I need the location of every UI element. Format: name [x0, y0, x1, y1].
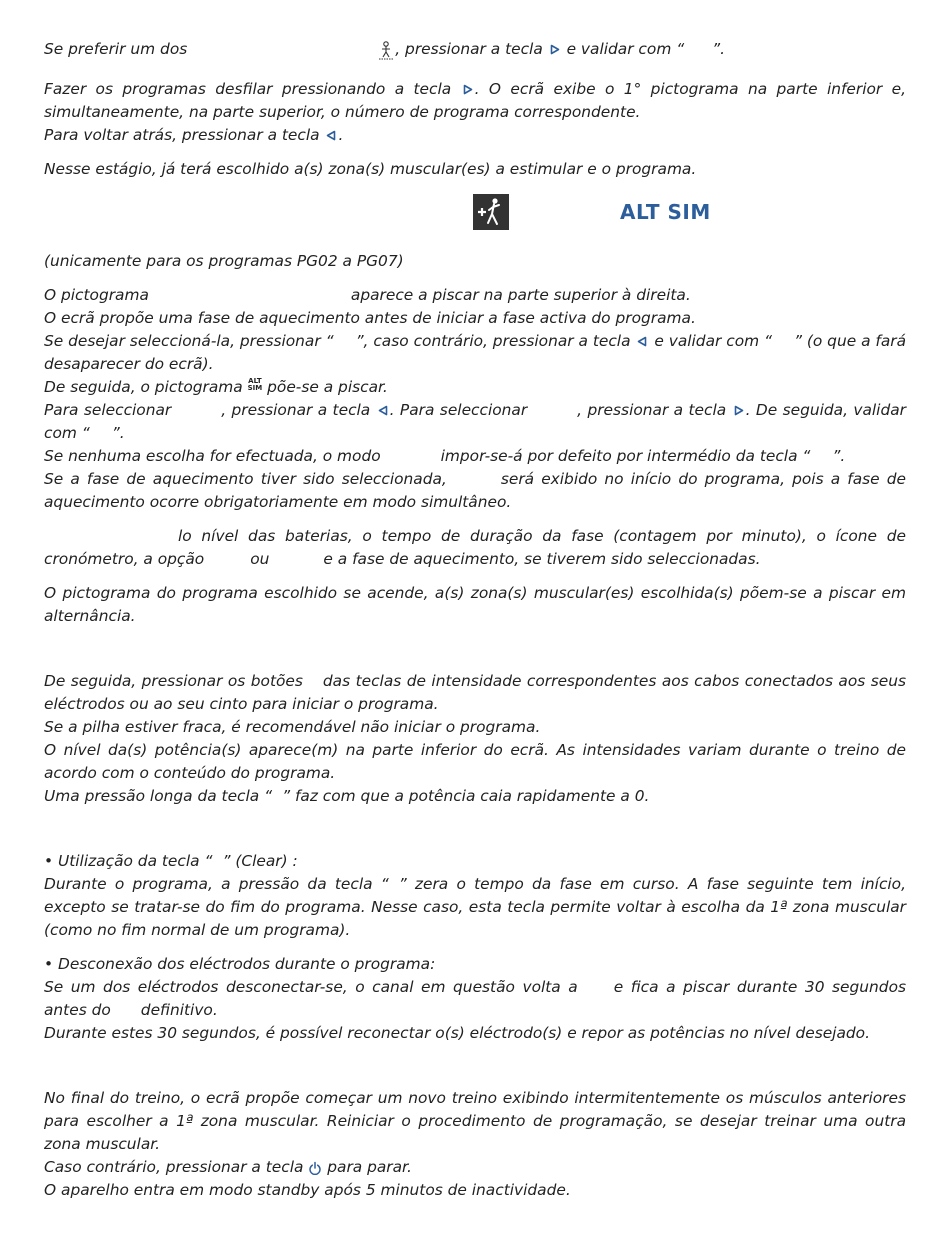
- paragraph-select-warmup: [44, 330, 906, 376]
- text: . De seguida, validar com “: [44, 401, 906, 442]
- warmup-plus-figure-icon: [473, 194, 509, 230]
- paragraph-program-range: (unicamente para os programas PG02 a PG07): [44, 252, 404, 270]
- warmup-pictogram-row: [44, 192, 906, 250]
- text: ou: [250, 550, 270, 568]
- spacer: [44, 808, 906, 850]
- paragraph-go-back: [44, 124, 906, 147]
- paragraph-warmup-simultaneous: [44, 468, 906, 514]
- paragraph-low-battery: Se a pilha estiver fraca, é recomendável não iniciar o programa.: [44, 718, 541, 736]
- right-triangle-icon: [732, 405, 746, 416]
- text: Se nenhuma escolha for efectuada, o modo: [44, 447, 381, 465]
- text: e fica a piscar durante 30 segundos antes do: [44, 978, 907, 1019]
- paragraph-long-press: [44, 785, 906, 808]
- left-triangle-icon: [635, 336, 649, 347]
- text: ”.: [111, 424, 125, 442]
- text: Durante o programa, a pressão da tecla “: [44, 875, 389, 893]
- paragraph-alt-sim-blinks: [44, 376, 906, 399]
- text: definitivo.: [140, 1001, 218, 1019]
- text: Para seleccionar: [44, 401, 172, 419]
- left-triangle-icon: [324, 130, 338, 141]
- paragraph-clear-key-title: [44, 850, 906, 873]
- paragraph-display-info: [44, 525, 906, 571]
- text: e a fase de aquecimento, se tiverem sido seleccionadas.: [323, 550, 761, 568]
- text: ” faz com que a potência caia rapidamente a 0.: [282, 787, 650, 805]
- power-icon[interactable]: [308, 1161, 322, 1175]
- text: O pictograma: [44, 286, 149, 304]
- spacer: [44, 1045, 906, 1087]
- text: ” zera o tempo da fase em curso. A fase seguinte tem início, excepto se tratar-se do fim do programa. Nesse caso, esta tecla permite voltar à escolha da 1ª zona muscular (como no fim normal de um programa).: [44, 875, 906, 939]
- paragraph-start-program: [44, 670, 906, 716]
- text: Se a fase de aquecimento tiver sido seleccionada,: [44, 470, 447, 488]
- text: lo nível das baterias, o tempo de duração da fase (contagem por minuto), o ícone de cronómetro, a opção: [44, 527, 906, 568]
- text: Fazer os programas desfilar pressionando a tecla: [44, 80, 452, 98]
- paragraph-disconnect-body: [44, 976, 906, 1022]
- paragraph-pictogram-blinks: [44, 284, 906, 307]
- paragraph-scroll-programs: [44, 78, 906, 124]
- paragraph-standby: O aparelho entra em modo standby após 5 minutos de inactividade.: [44, 1181, 571, 1199]
- paragraph-select-mode: [44, 399, 906, 445]
- text: Se um dos eléctrodos desconectar-se, o canal em questão volta a: [44, 978, 578, 996]
- paragraph-pictogram-lights: O pictograma do programa escolhido se acende, a(s) zona(s) muscular(es) escolhida(s) põem-se a piscar em alternância.: [44, 584, 906, 625]
- text: Uma pressão longa da tecla “: [44, 787, 273, 805]
- text: ”.: [712, 40, 726, 58]
- text: Se desejar seleccioná-la, pressionar “: [44, 332, 334, 350]
- paragraph-choose-program: [44, 38, 906, 67]
- alt-sim-label: ALT SIM: [620, 200, 711, 224]
- paragraph-disconnect-title: • Desconexão dos eléctrodos durante o programa:: [44, 955, 436, 973]
- text: ” (o que a fará desaparecer do ecrã).: [44, 332, 907, 373]
- paragraph-clear-key-body: [44, 873, 906, 942]
- text: para parar.: [327, 1158, 412, 1176]
- text: Para voltar atrás, pressionar a tecla: [44, 126, 320, 144]
- text: Caso contrário, pressionar a tecla: [44, 1158, 304, 1176]
- paragraph-end-of-training: No final do treino, o ecrã propõe começar um novo treino exibindo intermitentemente os músculos anteriores para escolher a 1ª zona muscular. Reiniciar o procedimento de programação, se desejar treinar uma outra zona muscular.: [44, 1089, 906, 1153]
- text: De seguida, o pictograma: [44, 378, 243, 396]
- right-triangle-icon: [461, 84, 475, 95]
- text: e validar com “: [654, 332, 772, 350]
- program-person-icon: [377, 40, 395, 67]
- text: . Para seleccionar: [389, 401, 528, 419]
- text: põe-se a piscar.: [267, 378, 388, 396]
- text: Se preferir um dos: [44, 40, 188, 58]
- text: • Utilização da tecla “: [44, 852, 213, 870]
- text: ”.: [832, 447, 846, 465]
- document-page: [44, 38, 906, 1202]
- text: ” (Clear) :: [222, 852, 298, 870]
- paragraph-default-mode: [44, 445, 906, 468]
- text: , pressionar a tecla: [221, 401, 371, 419]
- text: das teclas de intensidade correspondentes aos cabos conectados aos seus eléctrodos ou ao seu cinto para iniciar o programa.: [44, 672, 906, 713]
- text: , pressionar a tecla: [577, 401, 727, 419]
- alt-sim-mini-icon: ALT SIM: [247, 377, 263, 392]
- left-triangle-icon: [376, 405, 390, 416]
- text: será exibido no início do programa, pois a fase de aquecimento ocorre obrigatoriamente em modo simultâneo.: [44, 470, 907, 511]
- right-triangle-icon: [548, 44, 562, 55]
- text: e validar com “: [566, 40, 685, 58]
- text: . O ecrã exibe o 1° pictograma na parte inferior e, simultaneamente, na parte superior, o número de programa correspondente.: [44, 80, 906, 121]
- paragraph-stage-summary: Nesse estágio, já terá escolhido a(s) zona(s) muscular(es) a estimular e o programa.: [44, 160, 697, 178]
- paragraph-warmup-proposal: O ecrã propõe uma fase de aquecimento antes de iniciar a fase activa do programa.: [44, 309, 696, 327]
- paragraph-stop: [44, 1156, 906, 1179]
- text: , pressionar a tecla: [395, 40, 543, 58]
- text: aparece a piscar na parte superior à direita.: [350, 286, 691, 304]
- paragraph-power-level: O nível da(s) potência(s) aparece(m) na parte inferior do ecrã. As intensidades variam durante o treino de acordo com o conteúdo do programa.: [44, 741, 906, 782]
- spacer: [44, 628, 906, 670]
- text: .: [338, 126, 344, 144]
- paragraph-reconnect: Durante estes 30 segundos, é possível reconectar o(s) eléctrodo(s) e repor as potências no nível desejado.: [44, 1024, 870, 1042]
- text: impor-se-á por defeito por intermédio da tecla “: [440, 447, 811, 465]
- text: ”, caso contrário, pressionar a tecla: [355, 332, 631, 350]
- text: De seguida, pressionar os botões: [44, 672, 303, 690]
